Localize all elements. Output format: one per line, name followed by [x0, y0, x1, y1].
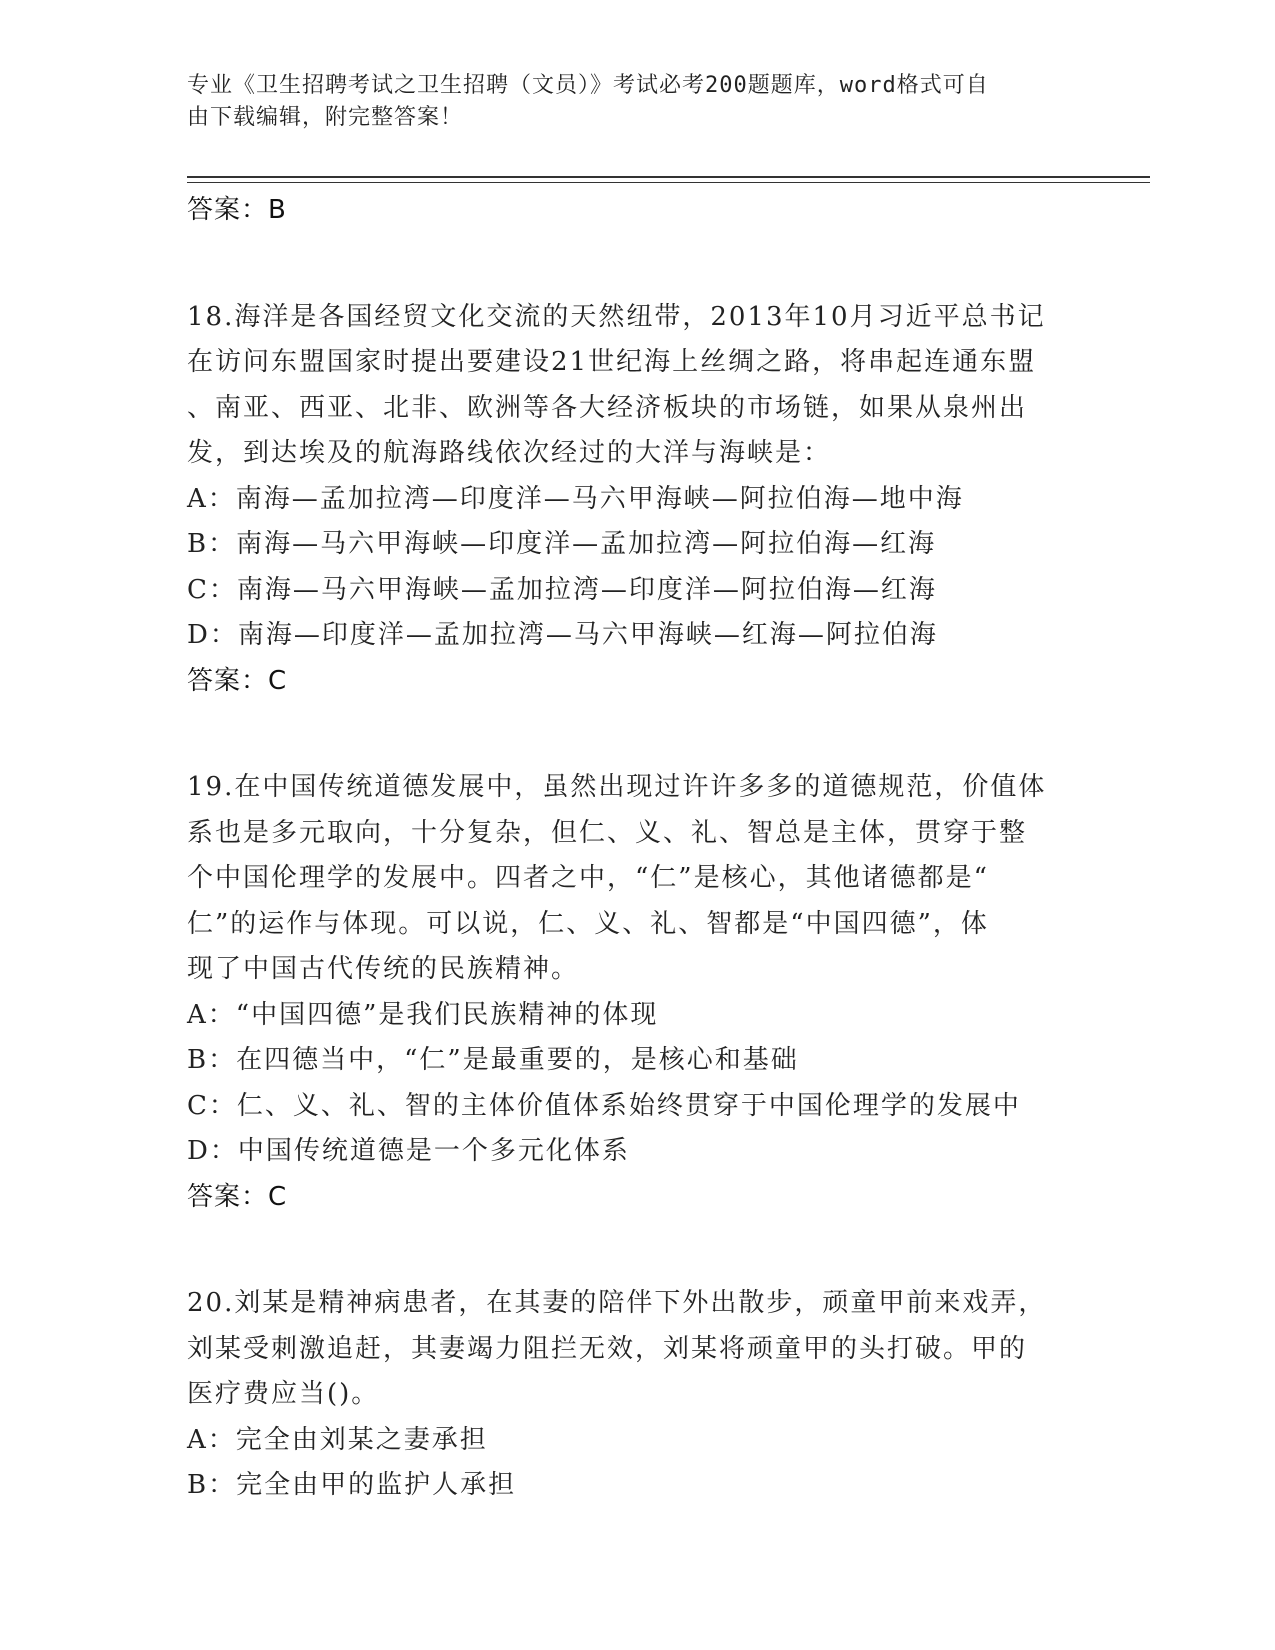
option-a: A：南海—孟加拉湾—印度洋—马六甲海峡—阿拉伯海—地中海	[187, 483, 964, 514]
option-c: C：南海—马六甲海峡—孟加拉湾—印度洋—阿拉伯海—红海	[187, 574, 937, 605]
spacer	[187, 234, 1067, 295]
header-line-1: 专业《卫生招聘考试之卫生招聘（文员）》考试必考200题题库，word格式可自	[187, 73, 989, 98]
option-b: B：在四德当中，“仁”是最重要的，是核心和基础	[187, 1045, 799, 1075]
option-b: B：南海—马六甲海峡—印度洋—孟加拉湾—阿拉伯海—红海	[187, 529, 937, 559]
question-line: 系也是多元取向，十分复杂，但仁、义、礼、智总是主体，贯穿于整	[187, 817, 1028, 848]
spacer	[187, 704, 1067, 765]
question-line: 仁”的运作与体现。可以说，仁、义、礼、智都是“中国四德”，体	[187, 908, 989, 939]
answer-label: 答案：B	[187, 195, 287, 225]
question-block-20	[187, 1281, 1067, 1509]
question-line: 、南亚、西亚、北非、欧洲等各大经济板块的市场链，如果从泉州出	[187, 392, 1028, 423]
question-line: 现了中国古代传统的民族精神。	[187, 954, 580, 984]
question-line: 20.刘某是精神病患者，在其妻的陪伴下外出散步，顽童甲前来戏弄，	[187, 1288, 1047, 1318]
answer-label: 答案：C	[187, 1181, 288, 1212]
spacer	[187, 1220, 1067, 1281]
option-a: A：完全由刘某之妻承担	[187, 1424, 488, 1455]
answer-label: 答案：C	[187, 665, 288, 696]
option-b: B：完全由甲的监护人承担	[187, 1470, 517, 1500]
question-block-19	[187, 765, 1067, 1220]
header-divider	[187, 176, 1150, 183]
question-line: 医疗费应当()。	[187, 1379, 380, 1409]
document-body	[187, 188, 1067, 1509]
question-line: 刘某受刺激追赶，其妻竭力阻拦无效，刘某将顽童甲的头打破。甲的	[187, 1333, 1028, 1364]
question-block-18	[187, 295, 1067, 705]
option-a: A：“中国四德”是我们民族精神的体现	[187, 999, 659, 1030]
question-line: 19.在中国传统道德发展中，虽然出现过许许多多的道德规范，价值体	[187, 772, 1047, 802]
header-line-2: 由下载编辑，附完整答案！	[187, 105, 464, 130]
option-d: D：中国传统道德是一个多元化体系	[187, 1136, 630, 1166]
option-c: C：仁、义、礼、智的主体价值体系始终贯穿于中国伦理学的发展中	[187, 1090, 1021, 1121]
question-line: 发，到达埃及的航海路线依次经过的大洋与海峡是：	[187, 438, 832, 468]
option-d: D：南海—印度洋—孟加拉湾—马六甲海峡—红海—阿拉伯海	[187, 620, 938, 650]
question-line: 在访问东盟国家时提出要建设21世纪海上丝绸之路，将串起连通东盟	[187, 347, 1037, 377]
question-line: 个中国伦理学的发展中。四者之中，“仁”是核心，其他诸德都是“	[187, 863, 989, 893]
document-header	[187, 70, 1067, 134]
question-line: 18.海洋是各国经贸文化交流的天然纽带，2013年10月习近平总书记	[187, 301, 1046, 332]
